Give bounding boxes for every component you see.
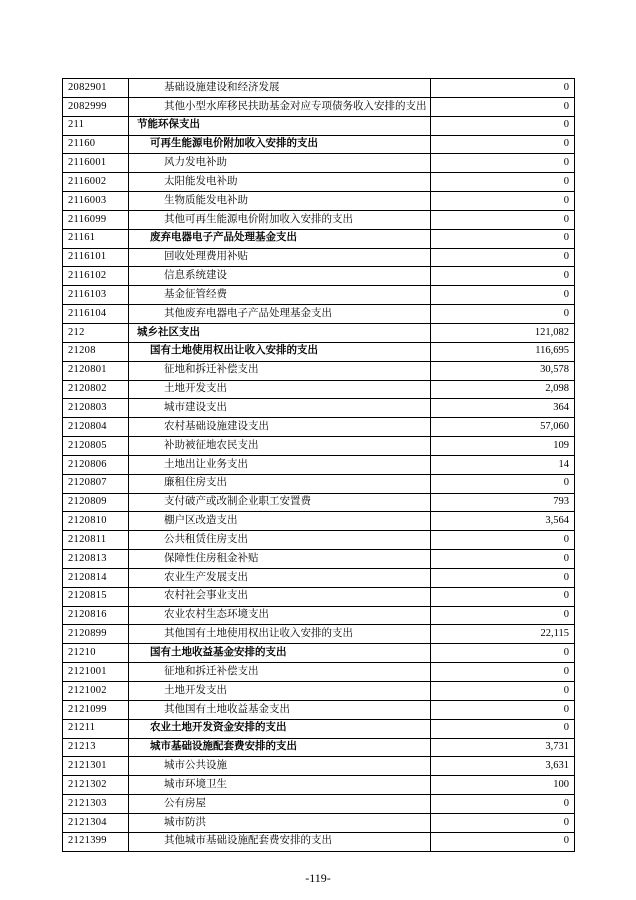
row-value: 109 — [431, 437, 575, 456]
row-name: 城乡社区支出 — [129, 323, 431, 342]
row-code: 2120805 — [63, 437, 129, 456]
row-name: 其他国有土地收益基金支出 — [129, 700, 431, 719]
row-code: 2116102 — [63, 267, 129, 286]
row-name: 信息系统建设 — [129, 267, 431, 286]
row-code: 2120813 — [63, 550, 129, 569]
table-row — [63, 192, 575, 211]
row-name: 基金征管经费 — [129, 286, 431, 305]
row-value: 0 — [431, 173, 575, 192]
table-row — [63, 700, 575, 719]
row-code: 21161 — [63, 229, 129, 248]
row-name: 农业土地开发资金安排的支出 — [129, 719, 431, 738]
row-code: 21210 — [63, 644, 129, 663]
table-row — [63, 587, 575, 606]
row-code: 2121002 — [63, 682, 129, 701]
table-row — [63, 512, 575, 531]
row-name: 土地开发支出 — [129, 682, 431, 701]
row-code: 2121001 — [63, 663, 129, 682]
row-name: 城市防洪 — [129, 813, 431, 832]
row-value: 0 — [431, 267, 575, 286]
row-code: 2120816 — [63, 606, 129, 625]
row-name: 农业生产发展支出 — [129, 568, 431, 587]
row-name: 农村社会事业支出 — [129, 587, 431, 606]
table-row — [63, 116, 575, 135]
table-row — [63, 550, 575, 569]
row-name: 城市基础设施配套费安排的支出 — [129, 738, 431, 757]
table-row — [63, 531, 575, 550]
row-value: 0 — [431, 813, 575, 832]
row-code: 2120806 — [63, 455, 129, 474]
row-value: 0 — [431, 116, 575, 135]
row-value: 57,060 — [431, 418, 575, 437]
row-value: 121,082 — [431, 323, 575, 342]
row-value: 2,098 — [431, 380, 575, 399]
row-value: 0 — [431, 531, 575, 550]
table-row — [63, 757, 575, 776]
row-name: 补助被征地农民支出 — [129, 437, 431, 456]
row-value: 0 — [431, 286, 575, 305]
row-name: 农业农村生态环境支出 — [129, 606, 431, 625]
table-row — [63, 97, 575, 116]
row-code: 212 — [63, 323, 129, 342]
row-name: 国有土地收益基金安排的支出 — [129, 644, 431, 663]
row-code: 2120802 — [63, 380, 129, 399]
row-name: 其他国有土地使用权出让收入安排的支出 — [129, 625, 431, 644]
row-code: 2121302 — [63, 776, 129, 795]
row-name: 国有土地使用权出让收入安排的支出 — [129, 342, 431, 361]
row-code: 2120801 — [63, 361, 129, 380]
row-value: 30,578 — [431, 361, 575, 380]
row-code: 2120804 — [63, 418, 129, 437]
table-row — [63, 663, 575, 682]
row-code: 2082999 — [63, 97, 129, 116]
row-name: 城市建设支出 — [129, 399, 431, 418]
row-name: 其他废弃电器电子产品处理基金支出 — [129, 305, 431, 324]
row-code: 2116003 — [63, 192, 129, 211]
row-name: 风力发电补助 — [129, 154, 431, 173]
row-value: 0 — [431, 663, 575, 682]
row-value: 0 — [431, 550, 575, 569]
table-row — [63, 493, 575, 512]
row-value: 0 — [431, 568, 575, 587]
row-code: 2121099 — [63, 700, 129, 719]
row-name: 征地和拆迁补偿支出 — [129, 663, 431, 682]
row-value: 0 — [431, 832, 575, 851]
row-code: 2116103 — [63, 286, 129, 305]
row-code: 2116104 — [63, 305, 129, 324]
row-code: 2116099 — [63, 210, 129, 229]
table-row — [63, 79, 575, 98]
row-code: 21208 — [63, 342, 129, 361]
row-code: 2120807 — [63, 474, 129, 493]
row-name: 棚户区改造支出 — [129, 512, 431, 531]
row-value: 3,631 — [431, 757, 575, 776]
row-code: 21213 — [63, 738, 129, 757]
row-name: 农村基础设施建设支出 — [129, 418, 431, 437]
table-row — [63, 399, 575, 418]
table-row — [63, 474, 575, 493]
row-name: 可再生能源电价附加收入安排的支出 — [129, 135, 431, 154]
table-row — [63, 323, 575, 342]
table-row — [63, 776, 575, 795]
table-row — [63, 229, 575, 248]
row-name: 廉租住房支出 — [129, 474, 431, 493]
row-code: 2121303 — [63, 795, 129, 814]
row-code: 2121301 — [63, 757, 129, 776]
table-row — [63, 832, 575, 851]
row-value: 0 — [431, 229, 575, 248]
row-value: 3,564 — [431, 512, 575, 531]
row-code: 2120814 — [63, 568, 129, 587]
page-number: -119- — [305, 871, 331, 885]
table-row — [63, 625, 575, 644]
row-value: 0 — [431, 474, 575, 493]
row-code: 2120815 — [63, 587, 129, 606]
row-value: 0 — [431, 606, 575, 625]
row-code: 2120810 — [63, 512, 129, 531]
budget-table — [62, 78, 574, 852]
row-name: 公有房屋 — [129, 795, 431, 814]
table-row — [63, 154, 575, 173]
row-code: 2082901 — [63, 79, 129, 98]
row-value: 0 — [431, 587, 575, 606]
row-name: 支付破产或改制企业职工安置费 — [129, 493, 431, 512]
table-row — [63, 342, 575, 361]
row-value: 0 — [431, 305, 575, 324]
table-row — [63, 286, 575, 305]
table-row — [63, 813, 575, 832]
row-value: 0 — [431, 135, 575, 154]
table-row — [63, 568, 575, 587]
row-code: 2116001 — [63, 154, 129, 173]
row-code: 2120809 — [63, 493, 129, 512]
row-code: 2121399 — [63, 832, 129, 851]
row-value: 364 — [431, 399, 575, 418]
table-row — [63, 455, 575, 474]
row-value: 0 — [431, 154, 575, 173]
row-value: 22,115 — [431, 625, 575, 644]
row-name: 土地出让业务支出 — [129, 455, 431, 474]
row-value: 0 — [431, 700, 575, 719]
row-name: 征地和拆迁补偿支出 — [129, 361, 431, 380]
row-name: 公共租赁住房支出 — [129, 531, 431, 550]
row-name: 城市环境卫生 — [129, 776, 431, 795]
row-value: 0 — [431, 719, 575, 738]
table-row — [63, 719, 575, 738]
row-value: 0 — [431, 644, 575, 663]
row-code: 2116002 — [63, 173, 129, 192]
row-value: 100 — [431, 776, 575, 795]
table-row — [63, 682, 575, 701]
row-name: 太阳能发电补助 — [129, 173, 431, 192]
row-code: 211 — [63, 116, 129, 135]
row-name: 其他可再生能源电价附加收入安排的支出 — [129, 210, 431, 229]
row-name: 其他小型水库移民扶助基金对应专项债务收入安排的支出 — [129, 97, 431, 116]
row-name: 保障性住房租金补贴 — [129, 550, 431, 569]
table-row — [63, 173, 575, 192]
table-row — [63, 361, 575, 380]
table-row — [63, 606, 575, 625]
row-value: 0 — [431, 682, 575, 701]
table-row — [63, 267, 575, 286]
row-value: 0 — [431, 210, 575, 229]
row-code: 2120899 — [63, 625, 129, 644]
row-value: 793 — [431, 493, 575, 512]
row-value: 0 — [431, 248, 575, 267]
table-row — [63, 380, 575, 399]
table-row — [63, 135, 575, 154]
row-name: 废弃电器电子产品处理基金支出 — [129, 229, 431, 248]
row-code: 2120811 — [63, 531, 129, 550]
row-name: 生物质能发电补助 — [129, 192, 431, 211]
row-value: 14 — [431, 455, 575, 474]
row-value: 3,731 — [431, 738, 575, 757]
row-value: 0 — [431, 192, 575, 211]
row-name: 其他城市基础设施配套费安排的支出 — [129, 832, 431, 851]
row-value: 116,695 — [431, 342, 575, 361]
table-row — [63, 210, 575, 229]
table-row — [63, 644, 575, 663]
row-value: 0 — [431, 79, 575, 98]
row-name: 节能环保支出 — [129, 116, 431, 135]
table-row — [63, 248, 575, 267]
row-code: 2121304 — [63, 813, 129, 832]
row-value: 0 — [431, 97, 575, 116]
row-name: 土地开发支出 — [129, 380, 431, 399]
budget-table-body — [63, 79, 575, 852]
row-code: 21160 — [63, 135, 129, 154]
row-name: 基础设施建设和经济发展 — [129, 79, 431, 98]
row-name: 回收处理费用补贴 — [129, 248, 431, 267]
row-code: 21211 — [63, 719, 129, 738]
table-row — [63, 305, 575, 324]
budget-table-grid — [62, 78, 575, 852]
table-row — [63, 418, 575, 437]
row-code: 2120803 — [63, 399, 129, 418]
row-value: 0 — [431, 795, 575, 814]
row-name: 城市公共设施 — [129, 757, 431, 776]
table-row — [63, 437, 575, 456]
table-row — [63, 795, 575, 814]
table-row — [63, 738, 575, 757]
row-code: 2116101 — [63, 248, 129, 267]
